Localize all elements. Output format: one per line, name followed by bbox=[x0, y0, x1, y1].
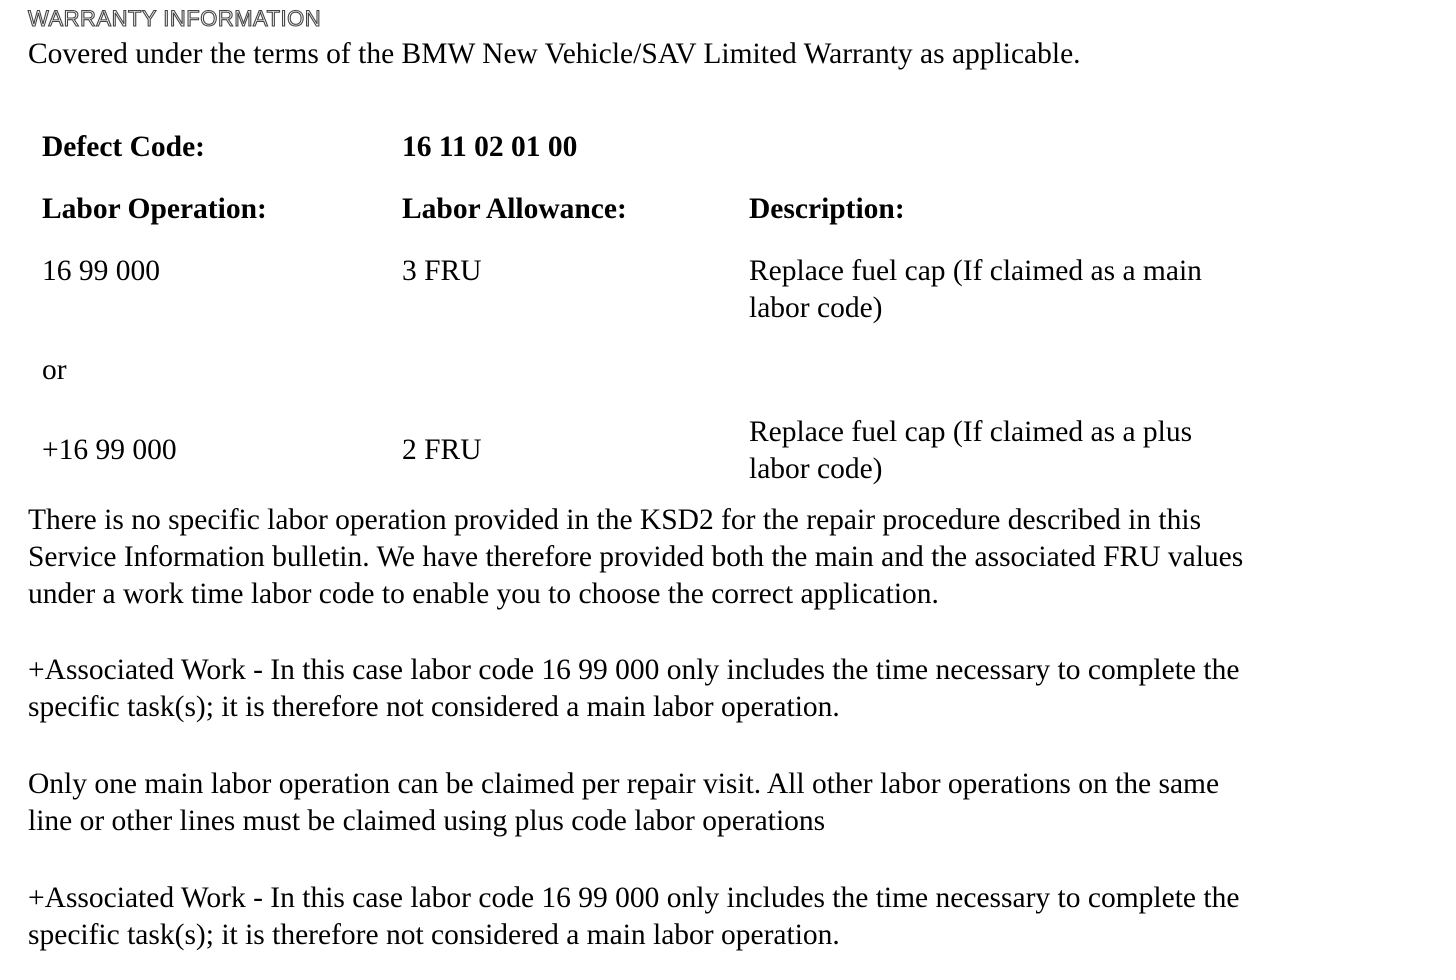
row1-description-line1: Replace fuel cap (If claimed as a main bbox=[749, 255, 1202, 287]
paragraph-one-main-labor bbox=[28, 766, 1438, 840]
defect-code-value: 16 11 02 01 00 bbox=[402, 131, 578, 163]
paragraph-associated-work-2 bbox=[28, 880, 1438, 954]
row2-labor-allowance: 2 FRU bbox=[402, 434, 482, 466]
paragraph-line: specific task(s); it is therefore not considered a main labor operation. bbox=[28, 919, 840, 951]
row2-labor-operation: +16 99 000 bbox=[42, 434, 177, 466]
paragraph-line: line or other lines must be claimed using plus code labor operations bbox=[28, 805, 826, 837]
warranty-intro: Covered under the terms of the BMW New Vehicle/SAV Limited Warranty as applicable. bbox=[28, 38, 1081, 70]
row-separator-or: or bbox=[42, 354, 67, 386]
row2-description-line1: Replace fuel cap (If claimed as a plus bbox=[749, 416, 1193, 448]
paragraph-no-specific-labor bbox=[28, 502, 1438, 613]
paragraph-line: Service Information bulletin. We have therefore provided both the main and the associated FRU values bbox=[28, 541, 1244, 573]
section-heading: WARRANTY INFORMATION bbox=[28, 6, 322, 31]
labor-operation-header: Labor Operation: bbox=[42, 193, 267, 225]
paragraph-associated-work-1 bbox=[28, 652, 1438, 726]
labor-allowance-header: Labor Allowance: bbox=[402, 193, 627, 225]
paragraph-line: There is no specific labor operation provided in the KSD2 for the repair procedure described in this bbox=[28, 504, 1202, 536]
paragraph-line: specific task(s); it is therefore not considered a main labor operation. bbox=[28, 691, 840, 723]
paragraph-line: +Associated Work - In this case labor code 16 99 000 only includes the time necessary to complete the bbox=[28, 882, 1240, 914]
defect-code-label: Defect Code: bbox=[42, 131, 205, 163]
row1-description-line2: labor code) bbox=[749, 292, 883, 324]
row2-description-line2: labor code) bbox=[749, 453, 883, 485]
paragraph-line: +Associated Work - In this case labor code 16 99 000 only includes the time necessary to complete the bbox=[28, 654, 1240, 686]
row1-labor-allowance: 3 FRU bbox=[402, 255, 482, 287]
description-header: Description: bbox=[749, 193, 905, 225]
paragraph-line: Only one main labor operation can be claimed per repair visit. All other labor operations on the same bbox=[28, 768, 1220, 800]
row1-labor-operation: 16 99 000 bbox=[42, 255, 160, 287]
paragraph-line: under a work time labor code to enable you to choose the correct application. bbox=[28, 578, 939, 610]
